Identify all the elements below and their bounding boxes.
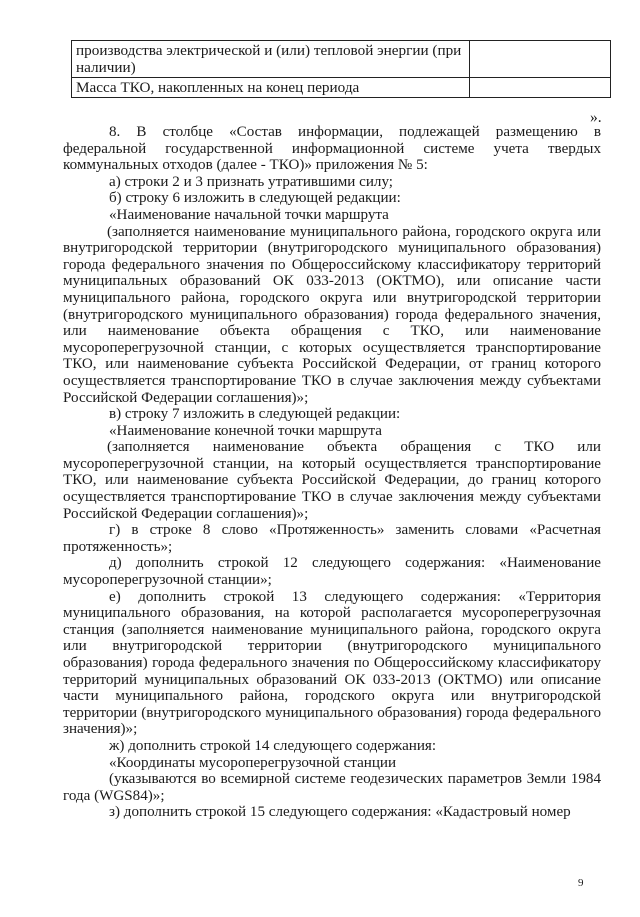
body-text	[63, 124, 601, 821]
paragraph-quote-title: «Наименование конечной точки маршрута	[109, 422, 382, 439]
paragraph-subitem-v: в) строку 7 изложить в следующей редакции:	[109, 406, 401, 423]
continuation-table	[71, 40, 611, 98]
closing-quote-mark: ».	[590, 109, 602, 126]
paragraph-quote-body: (указываются во всемирной системе геодезических параметров Земли 1984 года (WGS84)»;	[63, 771, 601, 804]
table-cell-value	[470, 78, 611, 98]
paragraph-subitem-a: а) строки 2 и 3 признать утратившими силу;	[109, 173, 393, 190]
paragraph-quote-title: «Наименование начальной точки маршрута	[109, 206, 389, 223]
paragraph-subitem-zh: ж) дополнить строкой 14 следующего содержания:	[109, 737, 437, 754]
table-row	[72, 41, 611, 78]
paragraph-subitem-d: д) дополнить строкой 12 следующего содержания: «Наименование мусороперегрузочной станции»;	[63, 555, 601, 589]
paragraph-subitem-z: з) дополнить строкой 15 следующего содержания: «Кадастровый номер	[109, 804, 571, 821]
paragraph-subitem-e: е) дополнить строкой 13 следующего содержания: «Территория муниципального образования, на которой располагается мусороперегрузочная станция (заполняется наименование муниципального района, городского округа или внутригородской территории (внутригородского муниципального образования) города федерального значения по Общероссийскому классификатору территорий муниципальных образований ОК 033-2013 (ОКТМО) или описание части муниципального района, городского округа или внутригородской территории (внутригородского муниципального образования) города федерального значения)»;	[63, 588, 601, 738]
paragraph-quote-body: (заполняется наименование объекта обращения с ТКО или мусороперегрузочной станции, на который осуществляется транспортирование ТКО, или наименование субъекта Российской Федерации, до границ которого осуществляется транспортирование ТКО в случае заключения между субъектами Российской Федерации соглашения)»;	[63, 439, 601, 522]
table-cell-label: производства электрической и (или) тепловой энергии (при наличии)	[72, 41, 470, 78]
paragraph-subitem-g: г) в строке 8 слово «Протяженность» заменить словами «Расчетная протяженность»;	[63, 522, 601, 555]
paragraph-subitem-b: б) строку 6 изложить в следующей редакции:	[109, 190, 401, 207]
table-row	[72, 78, 611, 98]
table-cell-value	[470, 41, 611, 78]
paragraph-quote-body: (заполняется наименование муниципального района, городского округа или внутригородской территории (внутригородского муниципального образования) города федерального значения по Общероссийскому классификатору территорий муниципальных образований ОК 033-2013 (ОКТМО), или описание части муниципального района, городского округа или внутригородской территории (внутригородского муниципального образования) города федерального значения, или наименование объекта обращения с ТКО, или наименование мусороперегрузочной станции, с которых осуществляется транспортирование ТКО, или наименование субъекта Российской Федерации, от границ которого осуществляется транспортирование ТКО в случае заключения между субъектами Российской Федерации соглашения)»;	[63, 223, 601, 406]
paragraph-quote-title: «Координаты мусороперегрузочной станции	[109, 754, 397, 771]
table-cell-label: Масса ТКО, накопленных на конец периода	[72, 78, 470, 98]
paragraph-item-8: 8. В столбце «Состав информации, подлежащей размещению в федеральной государственной информационной системе учета твердых коммунальных отходов (далее - ТКО)» приложения № 5:	[63, 124, 601, 174]
page-number: 9	[578, 877, 584, 889]
